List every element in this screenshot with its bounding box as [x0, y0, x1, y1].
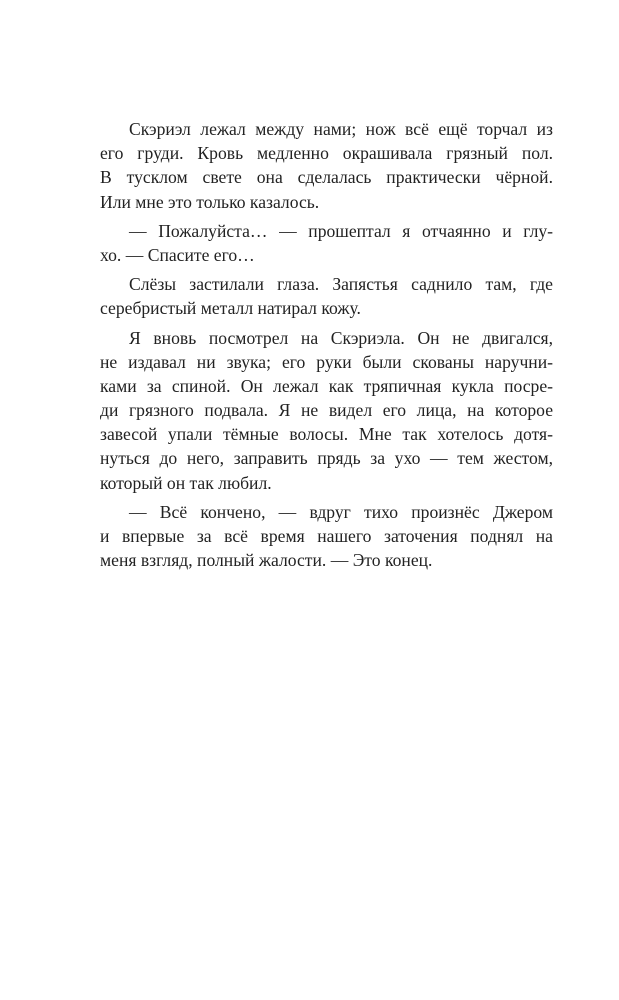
text-line: Скэриэл лежал между нами; нож всё ещё торчал из: [129, 119, 553, 139]
text-line: ками за спиной. Он лежал как тряпичная кукла посре-: [100, 375, 553, 396]
paragraph: [100, 219, 553, 267]
text-line: серебристый металл натирал кожу.: [100, 298, 361, 319]
body-text: [100, 117, 553, 572]
text-line: Я вновь посмотрел на Скэриэла. Он не двигался,: [129, 327, 553, 348]
text-line: ди грязного подвала. Я не видел его лица, на которое: [100, 400, 553, 421]
text-line: и впервые за всё время нашего заточения поднял на: [100, 526, 553, 546]
text-line: Или мне это только казалось.: [100, 191, 320, 212]
paragraph: [100, 500, 553, 573]
paragraph: [100, 326, 553, 495]
text-line: меня взгляд, полный жалости. — Это конец.: [100, 550, 433, 571]
paragraph: [100, 117, 553, 214]
text-line: не издавал ни звука; его руки были скованы наручни-: [100, 351, 553, 372]
text-line: который он так любил.: [100, 472, 272, 493]
text-line: Слёзы застилали глаза. Запястья саднило там, где: [129, 274, 553, 295]
text-line: В тусклом свете она сделалась практически чёрной.: [100, 167, 553, 188]
text-line: нуться до него, заправить прядь за ухо — тем жестом,: [100, 448, 553, 469]
text-line: — Всё кончено, — вдруг тихо произнёс Джером: [129, 501, 553, 522]
text-line: завесой упали тёмные волосы. Мне так хотелось дотя-: [100, 424, 553, 445]
text-line: хо. — Спасите его…: [100, 244, 255, 265]
text-line: его груди. Кровь медленно окрашивала грязный пол.: [100, 143, 553, 164]
text-line: — Пожалуйста… — прошептал я отчаянно и глу-: [129, 220, 553, 241]
paragraph: [100, 272, 553, 320]
